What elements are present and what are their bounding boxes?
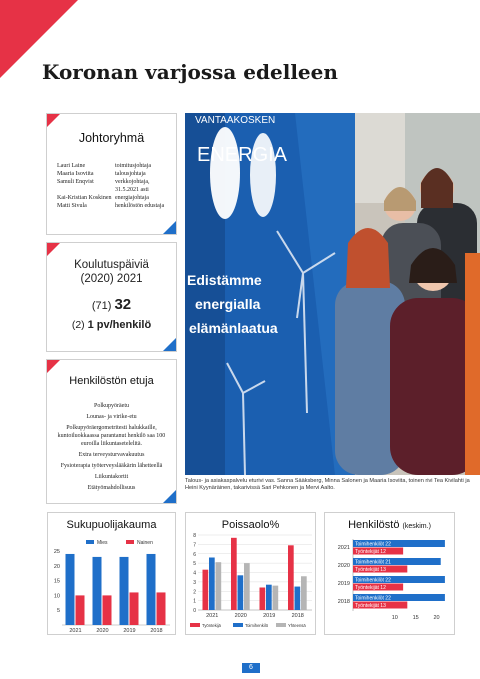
absence-percent-chart xyxy=(185,512,316,635)
sign-slogan-2: energialla xyxy=(195,296,261,312)
bar xyxy=(203,570,209,610)
bar xyxy=(238,575,244,610)
bar xyxy=(66,554,75,625)
y-tick-label: 1 xyxy=(193,598,196,605)
sign-slogan-1: Edistämme xyxy=(187,272,262,288)
chart-title-main: Henkilöstö xyxy=(348,519,400,531)
chart-title-suffix: (keskim.) xyxy=(402,523,431,530)
management-team-card xyxy=(46,113,177,235)
page-title: Koronan varjossa edelleen xyxy=(42,60,338,84)
legend-label: Mies xyxy=(97,540,108,546)
x-tick-label: 10 xyxy=(391,615,398,621)
team-photo-illustration xyxy=(185,113,480,475)
bar xyxy=(273,586,279,610)
page-number: 6 xyxy=(242,663,260,673)
bar xyxy=(266,585,272,610)
management-team-list xyxy=(57,162,172,210)
y-tick-label: 2021 xyxy=(337,545,350,551)
bar-label: Työntekijät 12 xyxy=(355,584,386,591)
bar xyxy=(295,587,301,610)
bar xyxy=(209,558,215,611)
absence-percent-plot xyxy=(186,513,317,636)
x-tick-label: 2019 xyxy=(263,613,276,619)
red-corner-accent xyxy=(47,114,60,127)
bar xyxy=(301,576,307,610)
x-tick-label: 2020 xyxy=(234,613,247,619)
blue-corner-accent xyxy=(163,221,176,234)
bar xyxy=(260,588,266,611)
x-tick-label: 20 xyxy=(433,615,440,621)
bar-label: Toimihenkilöt 21 xyxy=(355,559,391,566)
member-name: Samuli Enqvist xyxy=(57,179,94,185)
bar-label: Työntekijät 13 xyxy=(355,602,386,609)
benefit-item: Fysioterapia työterveyslääkärin lähetteellä xyxy=(60,463,163,469)
bar xyxy=(231,538,237,610)
y-tick-label: 3 xyxy=(193,579,196,586)
y-tick-label: 0 xyxy=(193,608,196,614)
bar-label: Toimihenkilöt 22 xyxy=(355,595,391,602)
photo-caption: Talous- ja asiakaspalvelu eturivi vas. Sanna Sääksberg, Minna Salonen ja Maaria Isoviita, toinen rivi Tea Kivilahti ja Heini Kyynäräinen, takarivissä Sari Pehkonen ja Mervi Aalto. xyxy=(185,478,470,492)
bar-label: Toimihenkilöt 22 xyxy=(355,577,391,584)
x-tick-label: 2018 xyxy=(291,613,304,619)
bar xyxy=(120,557,129,625)
blue-corner-accent xyxy=(163,338,176,351)
y-tick-label: 10 xyxy=(53,593,60,600)
bar xyxy=(147,554,156,625)
y-tick-label: 2 xyxy=(193,589,196,596)
management-member-row xyxy=(57,178,172,194)
y-tick-label: 7 xyxy=(193,542,196,549)
red-corner-accent xyxy=(47,360,60,373)
personnel-chart xyxy=(324,512,455,635)
training-days-years: (2020) 2021 xyxy=(80,273,143,285)
legend-label: Yhteensä xyxy=(288,623,306,628)
management-team-title: Johtoryhmä xyxy=(78,131,145,145)
x-tick-label: 2021 xyxy=(69,628,82,634)
management-member-row xyxy=(57,162,172,170)
y-tick-label: 8 xyxy=(193,533,196,539)
management-member-row xyxy=(57,170,172,178)
member-name: Lauri Laine xyxy=(57,163,86,169)
benefit-item: Extra terveysturvavakuutus xyxy=(78,452,145,458)
legend-swatch xyxy=(86,540,94,544)
bar xyxy=(288,545,294,610)
member-role: talousjohtaja xyxy=(115,171,146,177)
gender-distribution-plot xyxy=(48,513,177,636)
x-tick-label: 2018 xyxy=(150,628,163,634)
y-tick-label: 6 xyxy=(193,551,196,558)
member-name: Maaria Isoviita xyxy=(57,171,94,177)
team-photo xyxy=(185,113,480,475)
member-role: energiajohtaja xyxy=(115,195,149,201)
training-days-count xyxy=(47,296,176,313)
y-tick-label: 4 xyxy=(193,570,196,577)
member-role: henkilöstön edustaja xyxy=(115,203,165,209)
benefit-item: Lounas- ja virike-etu xyxy=(86,414,137,420)
bar xyxy=(76,595,85,625)
bar-label: Työntekijät 13 xyxy=(355,566,386,573)
benefit-item: Polkupyöräetu xyxy=(94,403,129,409)
management-member-row xyxy=(57,202,172,210)
legend-swatch xyxy=(126,540,134,544)
legend-label: Nainen xyxy=(137,540,153,546)
x-tick-label: 2020 xyxy=(96,628,109,634)
member-role: toimitusjohtaja xyxy=(115,163,151,169)
legend-label: Toimihenkilö xyxy=(245,623,269,628)
legend-swatch xyxy=(276,623,286,627)
sign-brand-top: VANTAAKOSKEN xyxy=(195,115,276,126)
red-corner-accent xyxy=(47,243,60,256)
employee-benefits-title: Henkilöstön etuja xyxy=(69,375,154,387)
bar xyxy=(130,592,139,625)
benefit-item: Liikuntakortit xyxy=(94,474,129,480)
y-tick-label: 5 xyxy=(193,561,196,568)
y-tick-label: 20 xyxy=(53,563,60,570)
training-days-heading xyxy=(47,258,176,286)
member-role: verkkojohtaja, 31.5.2021 asti xyxy=(115,179,150,193)
employee-benefits-card xyxy=(46,359,177,504)
benefit-item: Etätyömahdollisuus xyxy=(87,485,136,491)
bar xyxy=(244,563,250,610)
bar xyxy=(103,595,112,625)
bar-label: Toimihenkilöt 22 xyxy=(355,541,391,548)
sign-brand: ENERGIA xyxy=(197,144,288,166)
x-tick-label: 15 xyxy=(412,615,419,621)
training-days-per-person xyxy=(47,319,176,331)
x-tick-label: 2019 xyxy=(123,628,136,634)
y-tick-label: 2019 xyxy=(337,581,350,587)
legend-label: Työntekijä xyxy=(202,623,221,628)
legend-swatch xyxy=(233,623,243,627)
bar xyxy=(93,557,102,625)
y-tick-label: 2020 xyxy=(337,563,350,569)
y-tick-label: 2018 xyxy=(337,599,350,605)
chart-title: Sukupuolijakauma xyxy=(66,519,157,531)
per-person-prev: (2) xyxy=(71,319,85,331)
training-days-current: 32 xyxy=(114,296,132,313)
y-tick-label: 5 xyxy=(56,608,60,615)
bar xyxy=(216,562,222,610)
y-tick-label: 15 xyxy=(53,578,60,585)
x-tick-label: 2021 xyxy=(206,613,219,619)
management-member-row xyxy=(57,194,172,202)
sign-slogan-3: elämänlaatua xyxy=(189,320,278,336)
member-name: Matti Sivula xyxy=(57,203,87,209)
bar-label: Työntekijät 12 xyxy=(355,548,386,555)
gender-distribution-chart xyxy=(47,512,176,635)
training-days-prev: (71) xyxy=(91,300,112,312)
y-tick-label: 25 xyxy=(53,549,60,555)
training-days-title: Koulutuspäiviä xyxy=(74,259,149,271)
employee-benefits-list xyxy=(53,402,170,495)
benefit-item: Polkupyöräergometritesti halukkaille, kuntoiluokkaassa parantanut henkilö saa 100 euroilla liikuntasetelelitä. xyxy=(57,425,166,447)
member-name: Kai-Kristian Koskinen xyxy=(57,195,112,201)
personnel-plot xyxy=(325,513,456,636)
bar xyxy=(157,592,166,625)
legend-swatch xyxy=(190,623,200,627)
per-person-current: 1 pv/henkilö xyxy=(87,319,152,331)
training-days-card xyxy=(46,242,177,352)
chart-title: Poissaolo% xyxy=(221,519,280,531)
